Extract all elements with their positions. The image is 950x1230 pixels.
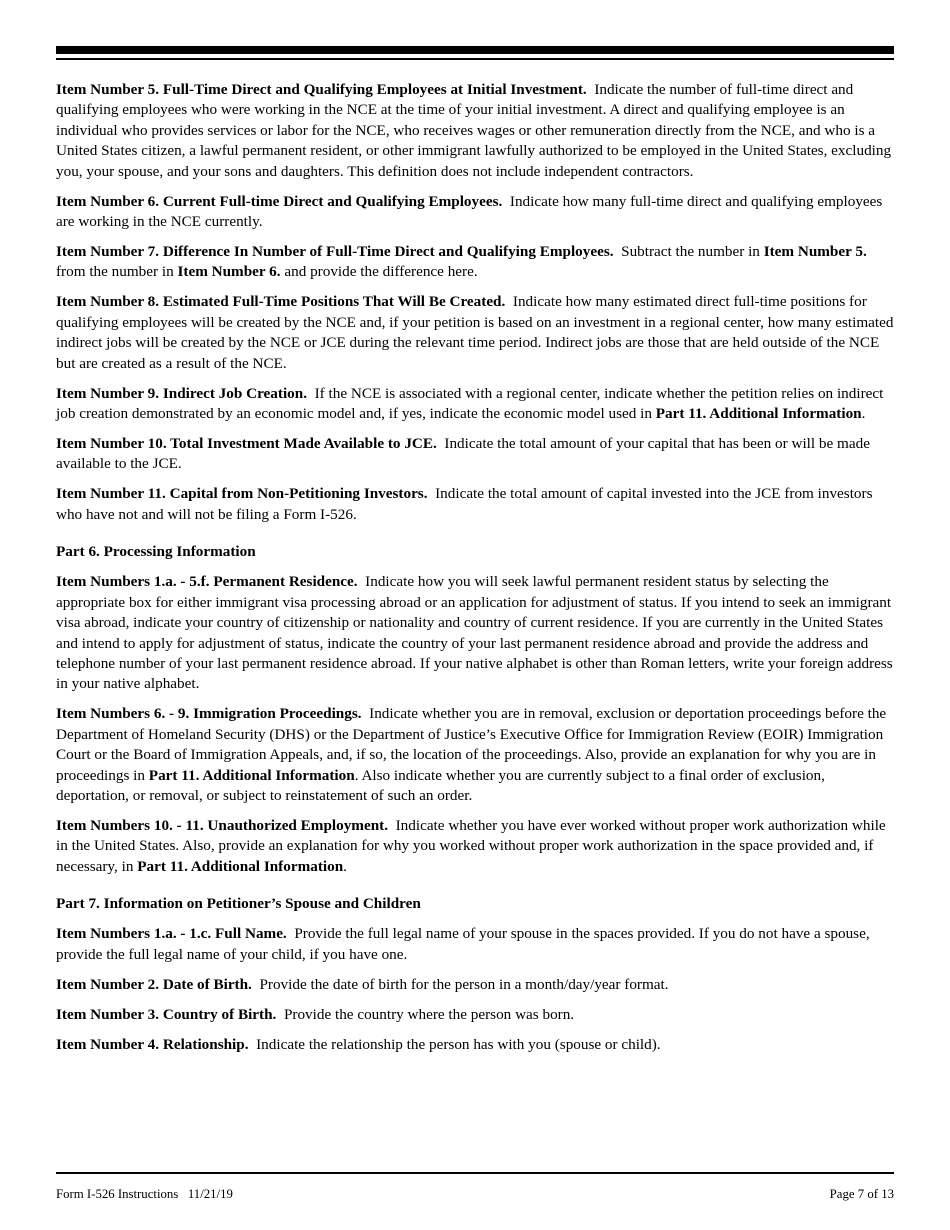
part-6-item-1-heading: Item Numbers 1.a. - 5.f. Permanent Residence. bbox=[56, 573, 358, 591]
part-6-item-6-text-2: . Also indicate whether you are currently subject to a final order of exclusion, deportation, or removal, or subject to reinstatement of such an order. bbox=[56, 766, 825, 804]
part-7-item-2-text: Provide the date of birth for the person in a month/day/year format. bbox=[259, 975, 669, 993]
part-6-item-6-text-1: Indicate whether you are in removal, exclusion or deportation proceedings before the Department of Homeland Security (DHS) or the Department of Justice’s Executive Office for Immigration Review (EOIR) Immigration Court or the Board of Immigration Appeals, and, if so, the location of the proceedings. Also, provide an explanation for why you are in proceedings in bbox=[56, 705, 887, 784]
item-6-heading: Item Number 6. Current Full-time Direct and Qualifying Employees. bbox=[56, 192, 503, 210]
instructions-body bbox=[56, 80, 896, 1065]
footer-form-id: Form I-526 Instructions 11/21/19 bbox=[56, 1187, 233, 1201]
item-10-heading: Item Number 10. Total Investment Made Available to JCE. bbox=[56, 435, 437, 453]
item-11-paragraph bbox=[56, 484, 896, 525]
part-6-item-10-text: Indicate whether you have ever worked without proper work authorization while in the United States. Also, provide an explanation for why you worked without proper work authorization in the space provided and, if necessary, in bbox=[56, 816, 886, 875]
item-11-text: Indicate the total amount of capital invested into the JCE from investors who have not and will not be filing a Form I-526. bbox=[56, 485, 873, 523]
part-6-title: Part 6. Processing Information bbox=[56, 543, 256, 561]
item-5-heading: Item Number 5. Full-Time Direct and Qualifying Employees at Initial Investment. bbox=[56, 81, 587, 98]
item-7-text-1: Subtract the number in bbox=[621, 243, 760, 261]
item-7-ref-2: Item Number 6. bbox=[177, 263, 281, 281]
part-7-item-3-text: Provide the country where the person was born. bbox=[283, 1005, 575, 1023]
part-7-item-3-paragraph bbox=[56, 1005, 896, 1025]
part-7-item-1-paragraph bbox=[56, 924, 896, 965]
footer-page-number: Page 7 of 13 bbox=[829, 1187, 894, 1201]
item-5-text: Indicate the number of full-time direct and qualifying employees who were working in the NCE at the time of your initial investment. A direct and qualifying employee is an individual who provides services or labor for the NCE, who receives wages or other remuneration directly from the NCE, and who is a United States citizen, a lawful permanent resident, or other immigrant lawfully authorized to be employed in the United States, excluding you, your spouse, and your sons and daughters. This definition does not include independent contractors. bbox=[56, 81, 892, 180]
item-7-heading: Item Number 7. Difference In Number of Full-Time Direct and Qualifying Employees. bbox=[56, 243, 614, 261]
item-9-text: If the NCE is associated with a regional center, indicate whether the petition relies on indirect job creation demonstrated by an economic model and, if yes, indicate the economic model used in bbox=[56, 384, 884, 423]
part-6-item-1-text: Indicate how you will seek lawful permanent resident status by selecting the appropriate box for either immigrant visa processing abroad or an application for adjustment of status. If you intend to seek an immigrant visa abroad, indicate your country of citizenship or nationality and country of current residence. If you are currently in the United States and intend to apply for adjustment of status, indicate the country of your last permanent residence abroad and provide the address and telephone number of your last permanent residence abroad. If your native alphabet is other than Roman letters, write your foreign address in your native alphabet. bbox=[56, 573, 893, 693]
part-7-item-2-paragraph bbox=[56, 975, 896, 995]
item-6-text: Indicate how many full-time direct and qualifying employees are working in the NCE currently. bbox=[56, 192, 883, 231]
part-7-item-4-heading: Item Number 4. Relationship. bbox=[56, 1035, 249, 1053]
item-5-paragraph bbox=[56, 80, 896, 182]
item-7-paragraph bbox=[56, 242, 896, 283]
part-7-item-2-heading: Item Number 2. Date of Birth. bbox=[56, 975, 252, 993]
item-10-text: Indicate the total amount of your capital that has been or will be made available to the JCE. bbox=[56, 435, 870, 473]
item-9-ref: Part 11. Additional Information bbox=[655, 405, 862, 423]
part-7-item-3-heading: Item Number 3. Country of Birth. bbox=[56, 1005, 277, 1023]
item-8-text: Indicate how many estimated direct full-time positions for qualifying employees will be created by the NCE and, if your petition is based on an investment in a regional center, how many estimated indirect jobs will be created by the NCE or JCE during the relevant time period. Indirect jobs are those that are held outside of the NCE but are created as a result of the NCE. bbox=[56, 293, 894, 372]
item-9-heading: Item Number 9. Indirect Job Creation. bbox=[56, 384, 308, 402]
part-6-item-6-heading: Item Numbers 6. - 9. Immigration Proceedings. bbox=[56, 705, 362, 723]
item-11-heading: Item Number 11. Capital from Non-Petitioning Investors. bbox=[56, 485, 428, 503]
part-6-item-6-paragraph bbox=[56, 704, 896, 806]
item-8-paragraph bbox=[56, 292, 896, 374]
item-6-paragraph bbox=[56, 192, 896, 233]
item-7-ref-1: Item Number 5. bbox=[763, 243, 867, 261]
part-7-item-4-paragraph bbox=[56, 1035, 896, 1055]
header-rule-thick bbox=[56, 46, 894, 54]
item-9-end: . bbox=[861, 405, 866, 423]
item-8-heading: Item Number 8. Estimated Full-Time Positions That Will Be Created. bbox=[56, 293, 506, 311]
part-6-item-10-end: . bbox=[343, 857, 347, 875]
part-6-item-10-ref: Part 11. Additional Information bbox=[137, 857, 344, 875]
part-7-item-1-heading: Item Numbers 1.a. - 1.c. Full Name. bbox=[56, 925, 287, 943]
item-7-text-2: from the number in bbox=[56, 263, 174, 281]
footer-rule bbox=[56, 1172, 894, 1174]
part-6-item-10-paragraph bbox=[56, 816, 896, 877]
item-7-text-3: and provide the difference here. bbox=[284, 263, 478, 281]
part-6-item-1-paragraph bbox=[56, 572, 896, 694]
header-rule-thin bbox=[56, 58, 894, 60]
part-7-title: Part 7. Information on Petitioner’s Spouse and Children bbox=[56, 895, 421, 913]
part-6-item-10-heading: Item Numbers 10. - 11. Unauthorized Employment. bbox=[56, 816, 389, 834]
part-7-item-1-text: Provide the full legal name of your spouse in the spaces provided. If you do not have a spouse, provide the full legal name of your child, if you have one. bbox=[56, 925, 870, 963]
part-6-item-6-ref: Part 11. Additional Information bbox=[148, 766, 355, 784]
item-10-paragraph bbox=[56, 434, 896, 475]
part-7-item-4-text: Indicate the relationship the person has with you (spouse or child). bbox=[256, 1035, 661, 1053]
item-9-paragraph bbox=[56, 384, 896, 425]
